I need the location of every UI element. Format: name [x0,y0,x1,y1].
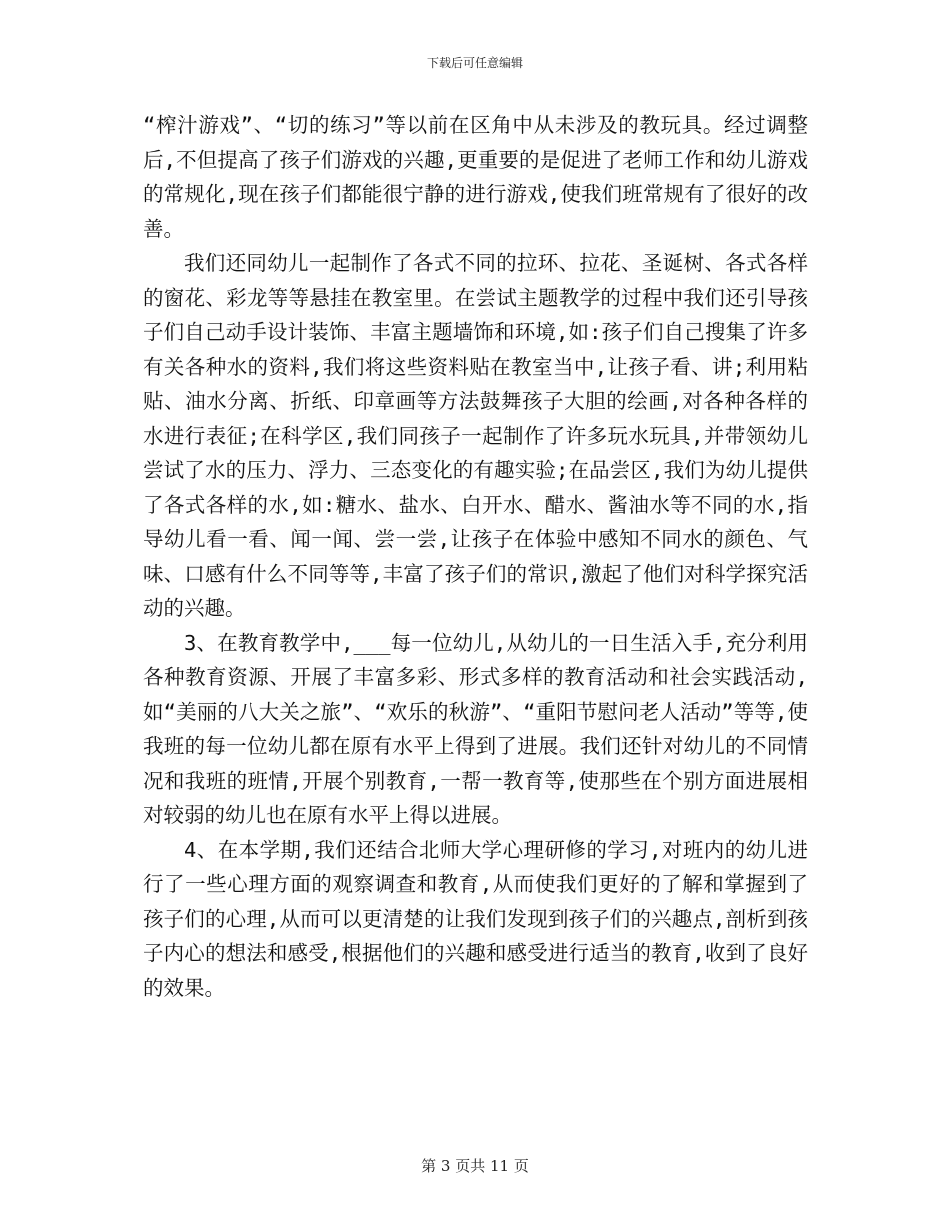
page-header: 下载后可任意编辑 [426,56,523,70]
page-footer: 第 3 页共 11 页 [421,1157,529,1175]
paragraph-1: “榨汁游戏”、“切的练习”等以前在区角中从未涉及的教玩具。经过调整后,不但提高了孩子们游戏的兴趣,更重要的是促进了老师工作和幼儿游戏的常规化,现在孩子们都能很宁静的进行游戏,使我们班常规有了很好的改善。 [143,113,808,241]
paragraph-3: 3、在教育教学中,___每一位幼儿,从幼儿的一日生活入手,充分利用各种教育资源、开展了丰富多彩、形式多样的教育活动和社会实践活动,如“美丽的八大关之旅”、“欢乐的秋游”、“重阳节慰问老人活动”等等,使我班的每一位幼儿都在原有水平上得到了进展。我们还针对幼儿的不同情况和我班的班情,开展个别教育,一帮一教育等,使那些在个别方面进展相对较弱的幼儿也在原有水平上得以进展。 [143,630,808,827]
document-body [143,108,808,1005]
paragraph-4: 4、在本学期,我们还结合北师大学心理研修的学习,对班内的幼儿进行了一些心理方面的观察调查和教育,从而使我们更好的了解和掌握到了孩子们的心理,从而可以更清楚的让我们发现到孩子们的兴趣点,剖析到孩子内心的想法和感受,根据他们的兴趣和感受进行适当的教育,收到了良好的效果。 [143,837,808,1000]
paragraph-2: 我们还同幼儿一起制作了各式不同的拉环、拉花、圣诞树、各式各样的窗花、彩龙等等悬挂在教室里。在尝试主题教学的过程中我们还引导孩子们自己动手设计装饰、丰富主题墙饰和环境,如:孩子们自己搜集了许多有关各种水的资料,我们将这些资料贴在教室当中,让孩子看、讲;利用粘贴、油水分离、折纸、印章画等方法鼓舞孩子大胆的绘画,对各种各样的水进行表征;在科学区,我们同孩子一起制作了许多玩水玩具,并带领幼儿尝试了水的压力、浮力、三态变化的有趣实验;在品尝区,我们为幼儿提供了各式各样的水,如:糖水、盐水、白开水、醋水、酱油水等不同的水,指导幼儿看一看、闻一闻、尝一尝,让孩子在体验中感知不同水的颜色、气味、口感有什么不同等等,丰富了孩子们的常识,激起了他们对科学探究活动的兴趣。 [143,251,808,620]
